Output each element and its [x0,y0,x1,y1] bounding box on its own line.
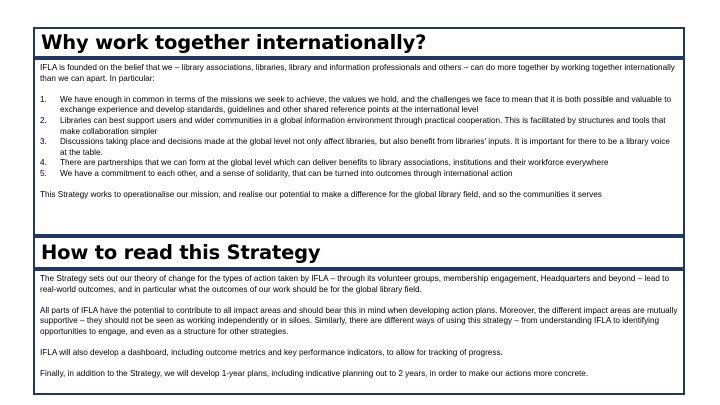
intro-paragraph: IFLA is founded on the belief that we – library associations, libraries, library and information professionals and others – can do more together by working together internationally than we can apart. In particular: [40,63,675,83]
paragraph-gap [40,338,678,349]
section-heading-why-work-together [33,27,685,58]
section-heading-how-to-read [33,236,685,269]
list-item [40,158,678,169]
list-number: 1. [40,94,47,104]
list-number: 2. [40,115,47,125]
paragraph-gap [40,84,678,95]
paragraph-gap [40,180,678,191]
closing-paragraph: This Strategy works to operationalise our mission, and realise our potential to make a difference for the global library field, and so the communities it serves [40,190,602,200]
section-title: How to read this Strategy [41,240,321,264]
list-number: 4. [40,158,47,168]
list-item [40,116,678,137]
list-text: There are partnerships that we can form at the global level which can deliver benefits to library associations, institutions and their workforce everywhere [60,158,609,168]
body-paragraph: Finally, in addition to the Strategy, we will develop 1-year plans, including indicative planning out to 2 years, in order to make our actions more concrete. [40,369,589,379]
reasons-list [40,95,678,180]
paragraph-gap [40,359,678,370]
section-title: Why work together internationally? [41,30,427,54]
list-text: We have a commitment to each other, and a sense of solidarity, that can be turned into outcomes through international action [60,168,513,178]
body-paragraph: All parts of IFLA have the potential to contribute to all impact areas and should bear this in mind when developing action plans. Moreover, the different impact areas are mutually supportive – they should not be seen as working independently or in siloes. Similarly, there are different ways of using this strategy – from understanding IFLA to identifying opportunities to engage, and even as a structure for other strategies. [40,305,678,336]
body-paragraph: IFLA will also develop a dashboard, including outcome metrics and key performance indicators, to allow for tracking of progress. [40,348,503,358]
section-content-why-work-together [33,58,685,236]
paragraph-gap [40,295,678,306]
list-item [40,95,678,116]
list-text: We have enough in common in terms of the missions we seek to achieve, the values we hold, and the challenges we face to mean that it is both possible and valuable to exchange experience and develop standards, guidelines and other shared reference points at the international level [60,94,672,115]
list-item [40,137,678,158]
list-number: 3. [40,137,47,147]
list-item [40,169,678,180]
list-number: 5. [40,168,47,178]
body-paragraph: The Strategy sets out our theory of change for the types of action taken by IFLA – through its volunteer groups, membership engagement, Headquarters and beyond – lead to real-world outcomes, and in particular what the outcomes of our work should be for the global library field. [40,274,670,294]
list-text: Libraries can best support users and wider communities in a global information environment through practical cooperation. This is facilitated by structures and tools that make collaboration simpler [60,115,666,136]
section-content-how-to-read [33,269,685,395]
list-text: Discussions taking place and decisions made at the global level not only affect libraries, but also benefit from libraries' inputs. It is important for there to be a library voice at the table. [60,137,670,157]
